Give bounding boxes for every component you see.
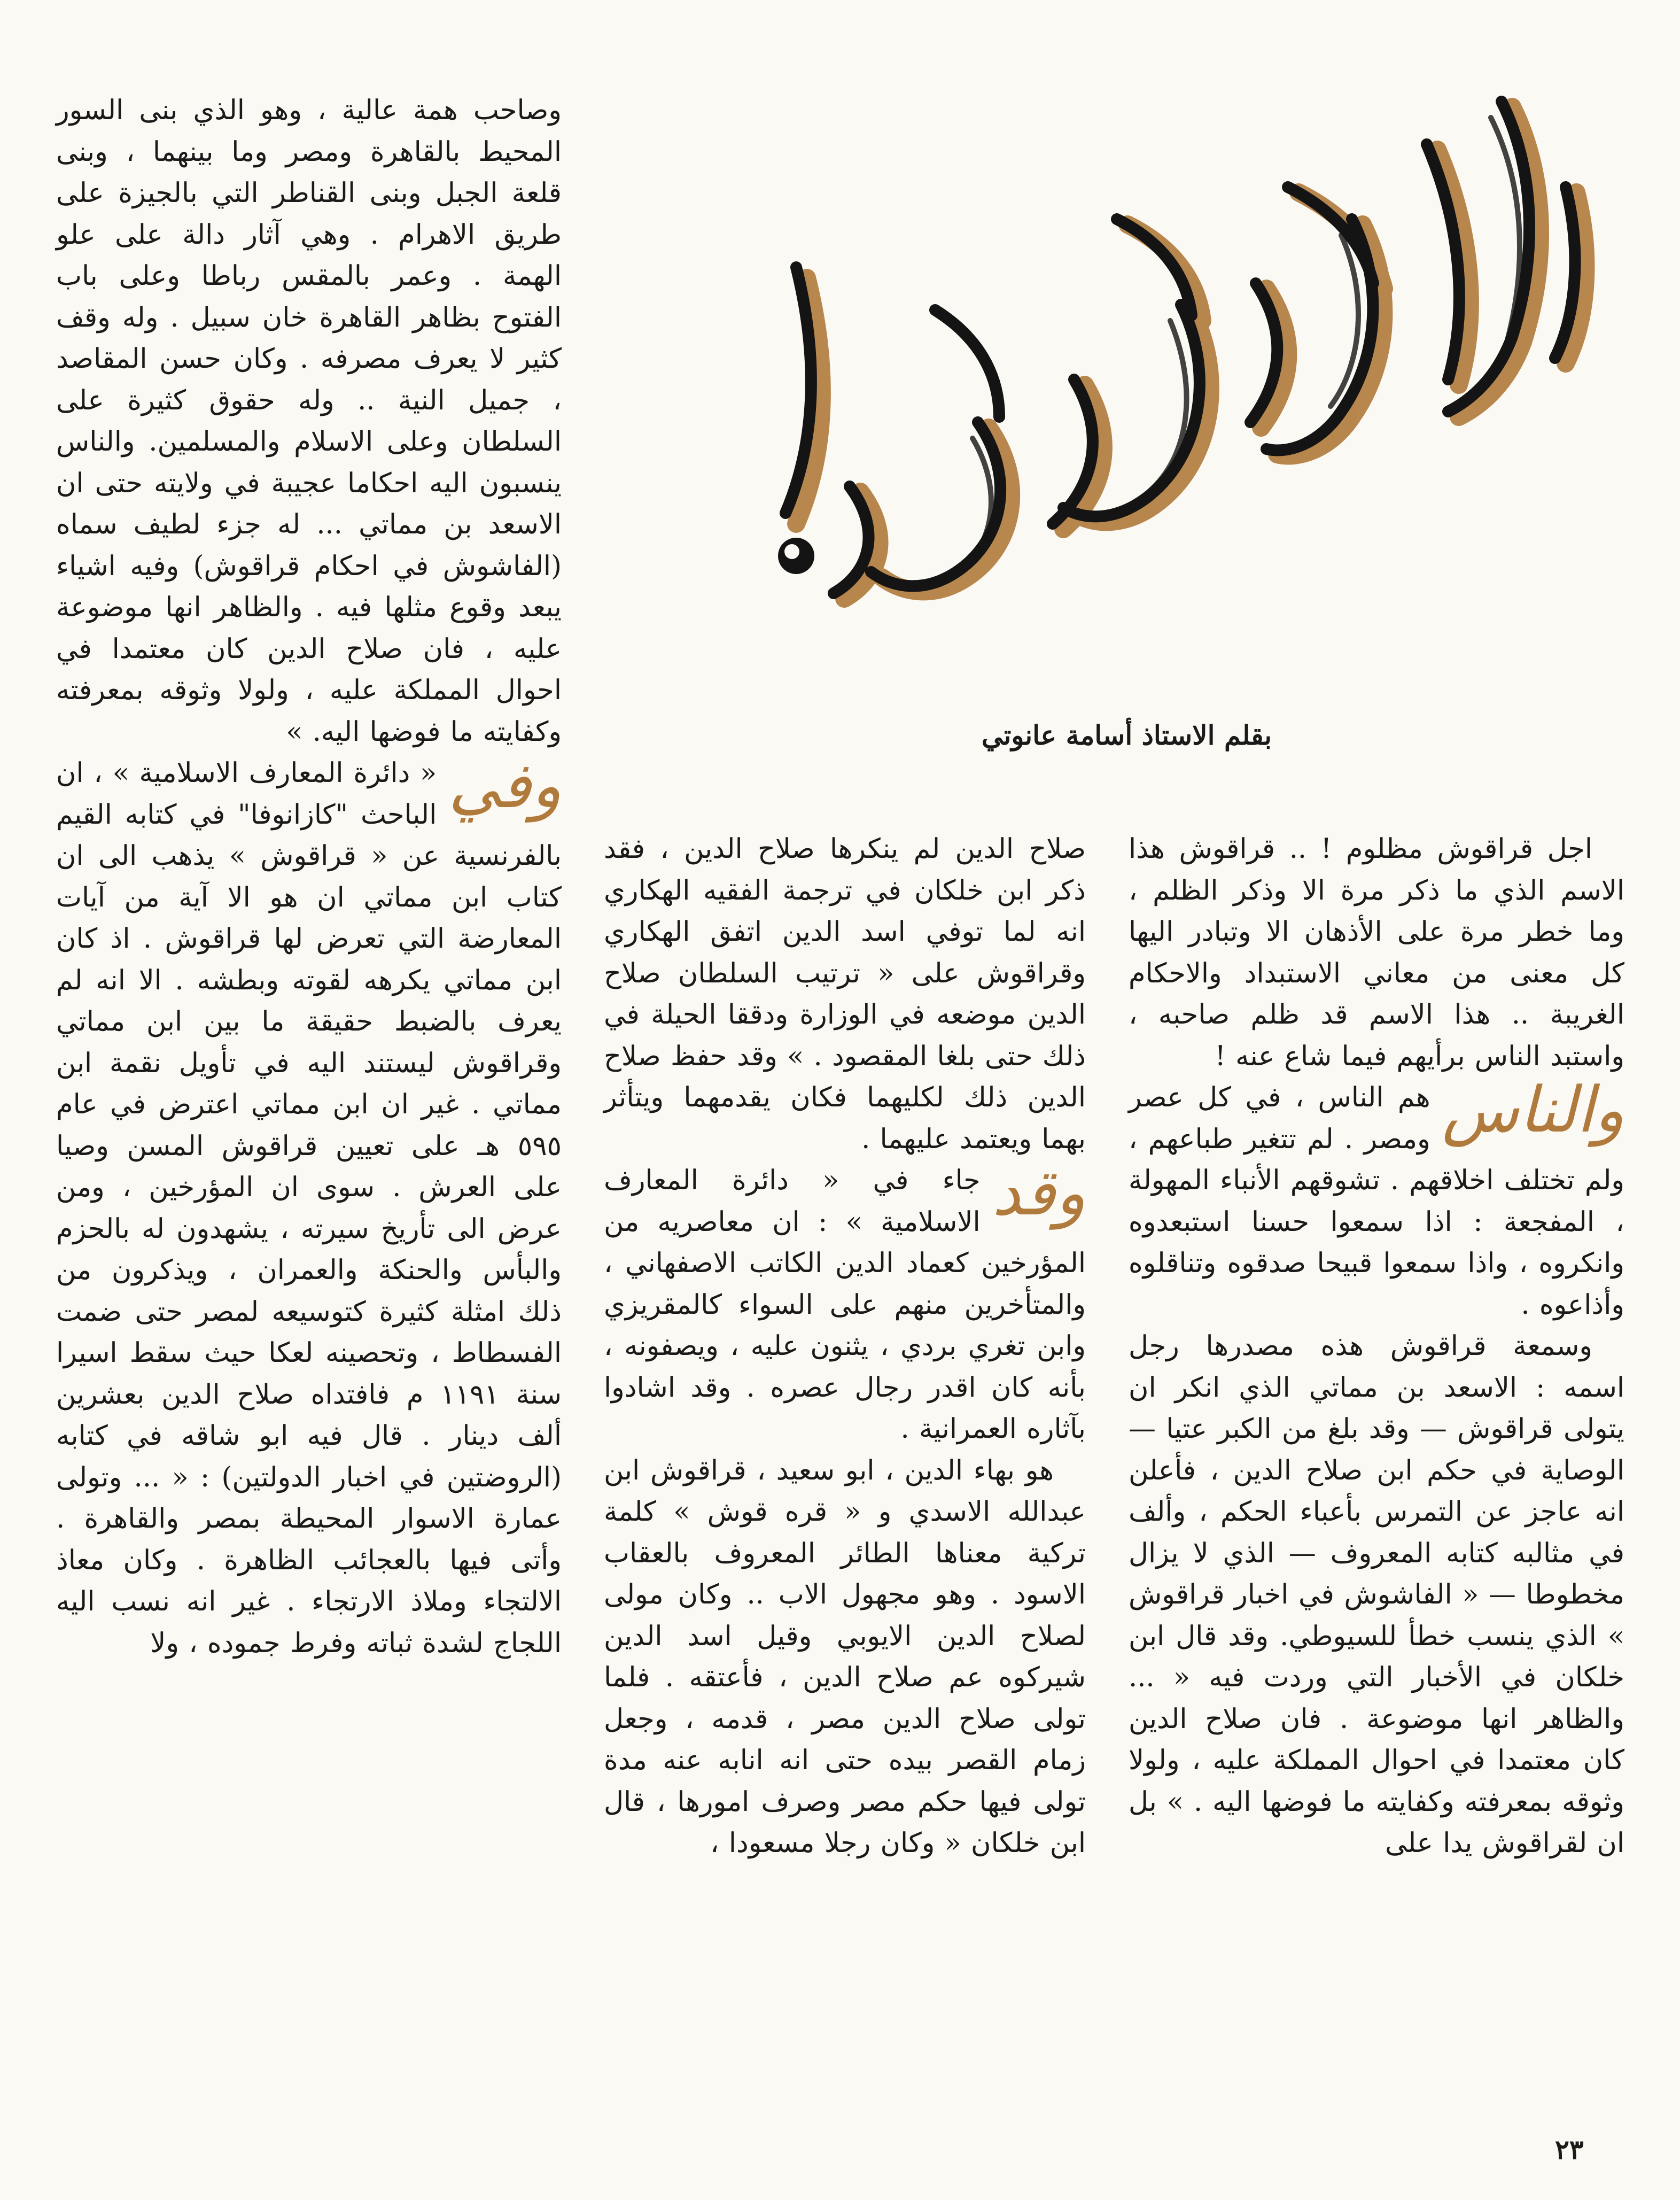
paragraph [1129,1073,1624,1326]
text-column-right [1129,828,1624,1864]
paragraph: صلاح الدين لم ينكرها صلاح الدين ، فقد ذكر ابن خلكان في ترجمة الفقيه الهكاري انه لما توفي اسد الدين اتفق الهكاري وقراقوش على « ترتيب السلطان صلاح الدين موضعه في الوزارة ودققا الحيلة في ذلك حتى بلغا المقصود . » وقد حفظ صلاح الدين ذلك لكليهما فكان يقدمهما ويتأثر بهما ويعتمد عليهما . [604,833,1086,1155]
text-column-left [56,90,562,1664]
text-column-middle [604,828,1086,1864]
paragraph [56,748,562,1664]
calligraphy-artwork [604,86,1630,652]
paragraph: هو بهاء الدين ، ابو سعيد ، قراقوش ابن عبدالله الاسدي و « قره قوش » كلمة تركية معناها الطائر المعروف بالعقاب الاسود . وهو مجهول الاب .. وكان مولى لصلاح الدين الايوبي وقيل اسد الدين شيركوه عم صلاح الدين ، فأعتقه . فلما تولى صلاح الدين مصر ، قدمه ، وجعل زمام القصر بيده حتى انه انابه عنه مدة تولى فيها حكم مصر وصرف امورها ، قال ابن خلكان « وكان رجلا مسعودا ، [604,1454,1086,1859]
drop-cap-word: وقد [992,1156,1086,1229]
article-byline: بقلم الاستاذ أسامة عانوتي [981,719,1272,751]
paragraph: وصاحب همة عالية ، وهو الذي بنى السور المحيط بالقاهرة ومصر وما بينهما ، وبنى قلعة الجبل وبنى القناطر التي بالجيزة على طريق الاهرام . وهي آثار دالة على علو الهمة . وعمر بالمقس رباطا وعلى باب الفتوح بظاهر القاهرة خان سبيل . وله وقف كثير لا يعرف مصرفه . وكان حسن المقاصد ، جميل النية .. وله حقوق كثيرة على السلطان وعلى الاسلام والمسلمين. والناس ينسبون اليه احكاما عجيبة في ولايته حتى ان الاسعد بن مماتي ... له جزء لطيف سماه (الفاشوش في احكام قراقوش) وفيه اشياء يبعد وقوع مثلها فيه . والظاهر انها موضوعة عليه ، فان صلاح الدين كان معتمدا في احوال المملكة عليه ، ولولا وثوقه بمعرفته وكفايته ما فوضها اليه. » [56,95,562,748]
paragraph-text: « دائرة المعارف الاسلامية » ، ان الباحث "كازانوفا" في كتابه القيم بالفرنسية عن « قراقوش » يذهب الى ان كتاب ابن مماتي ان هو الا آية من آيات المعارضة التي تعرض لها قراقوش . اذ كان ابن مماتي يكرهه لقوته وبطشه . الا انه لم يعرف بالضبط حقيقة ما بين ابن مماتي وقراقوش ليستند اليه في تأويل نقمة ابن مماتي . غير ان ابن مماتي اعترض في عام ٥٩٥ هـ على تعيين قراقوش المسن وصيا على العرش . سوى ان المؤرخين ، ومن عرض الى تأريخ سيرته ، يشهدون له بالحزم والبأس والحنكة والعمران ، ويذكرون من ذلك امثلة كثيرة كتوسيعه لمصر حتى ضمت الفسطاط ، وتحصينه لعكا حيث سقط اسيرا سنة ١١٩١ م فافتداه صلاح الدين بعشرين ألف دينار . قال فيه ابو شاقه في كتابه (الروضتين في اخبار الدولتين) : « ... وتولى عمارة الاسوار المحيطة بمصر والقاهرة . وأتى فيها بالعجائب الظاهرة . وكان معاذ الالتجاء وملاذ الارتجاء . غير انه نسب اليه اللجاج لشدة ثباته وفرط جموده ، ولا [56,757,562,1659]
page-number: ٢٣ [1555,2134,1584,2165]
drop-cap-word: والناس [1442,1073,1624,1147]
paragraph-text: هم الناس ، في كل عصر ومصر . لم تتغير طباعهم ، ولم تختلف اخلاقهم . تشوقهم الأنباء المهولة ، المفجعة : اذا سمعوا حسنا استبعدوه وانكروه ، واذا سمعوا قبيحا صدقوه وتناقلوه وأذاعوه . [1129,1082,1624,1321]
paragraph-text: جاء في « دائرة المعارف الاسلامية » : ان معاصريه من المؤرخين كعماد الدين الكاتب الاصفهاني ، والمتأخرين منهم على السواء كالمقريزي وابن تغري بردي ، يثنون عليه ، ويصفونه ، بأنه كان اقدر رجال عصره . وقد اشادوا بآثاره العمرانية . [604,1165,1086,1445]
paragraph: وسمعة قراقوش هذه مصدرها رجل اسمه : الاسعد بن مماتي الذي انكر ان يتولى قراقوش — وقد بلغ من الكبر عتيا — الوصاية في حكم ابن صلاح الدين ، فأعلن انه عاجز عن التمرس بأعباء الحكم ، وألف في مثالبه كتابه المعروف — الذي لا يزال مخطوطا — « الفاشوش في اخبار قراقوش » الذي ينسب خطأ للسيوطي. وقد قال ابن خلكان في الأخبار التي وردت فيه « ... والظاهر انها موضوعة . فان صلاح الدين كان معتمدا في احوال المملكة عليه ، ولولا وثوقه بمعرفته وكفايته ما فوضها اليه . » بل ان لقراقوش يدا على [1129,1330,1624,1859]
paragraph [604,1156,1086,1450]
paragraph: اجل قراقوش مظلوم ! .. قراقوش هذا الاسم الذي ما ذكر مرة الا وذكر الظلم ، وما خطر مرة على الأذهان الا وتبادر اليها كل معنى من معاني الاستبداد والاحكام الغريبة .. هذا الاسم قد ظلم صاحبه ، واستبد الناس برأيهم فيما شاع عنه ! [1129,833,1624,1072]
drop-cap-word: وفي [448,748,562,822]
title-calligraphy [604,86,1630,652]
